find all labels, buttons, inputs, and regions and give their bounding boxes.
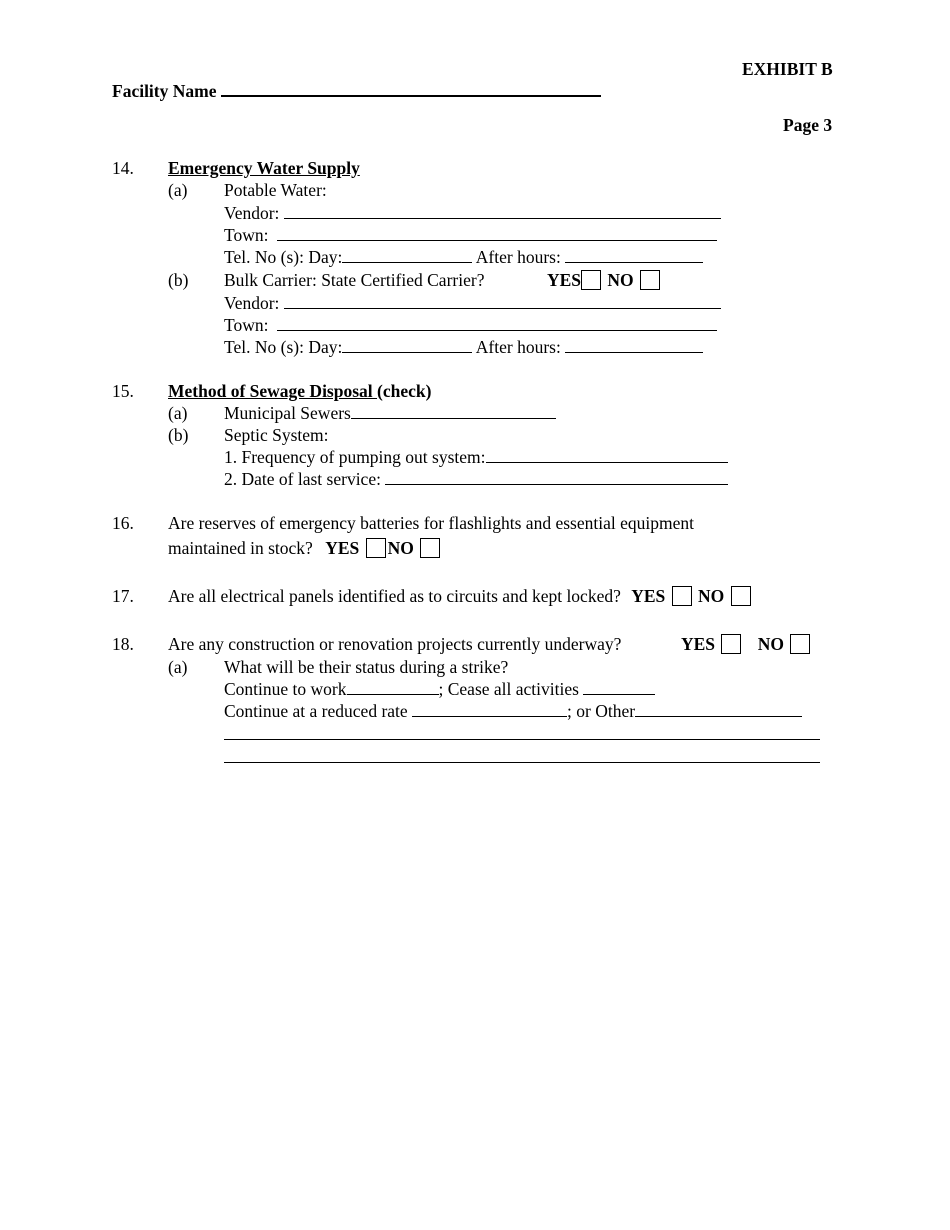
q16-number: 16.: [112, 513, 134, 533]
facility-name-field[interactable]: [221, 80, 601, 97]
q16-yes-label: YES: [325, 538, 360, 558]
q14a-after-hours-label: After hours:: [475, 247, 561, 267]
q14b-town-field[interactable]: [277, 315, 717, 331]
q17-row: [168, 586, 753, 606]
q14a-town-label: Town:: [224, 225, 269, 245]
q16-line2: maintained in stock?: [168, 538, 313, 558]
q15a-letter: (a): [168, 403, 188, 423]
q14b-no-checkbox[interactable]: [640, 270, 660, 290]
q16-no-label: NO: [387, 538, 414, 558]
q15b-item1-field[interactable]: [486, 447, 728, 463]
q18-yes-label: YES: [681, 634, 716, 654]
q14a-town-field[interactable]: [277, 225, 717, 241]
q15b-item1-label: 1. Frequency of pumping out system:: [224, 447, 486, 467]
q14b-tel-day-field[interactable]: [342, 337, 472, 353]
q18a-other-field[interactable]: [635, 701, 802, 717]
q15b-item1-row: [224, 447, 728, 467]
q16-no-checkbox[interactable]: [420, 538, 440, 558]
q14a-letter: (a): [168, 180, 188, 200]
q16-yes-checkbox[interactable]: [366, 538, 386, 558]
facility-name-row: [112, 80, 601, 101]
q17-yes-checkbox[interactable]: [672, 586, 692, 606]
page-number: Page 3: [783, 115, 833, 135]
q14b-town-label: Town:: [224, 315, 269, 335]
q18a-label: What will be their status during a strike?: [224, 657, 509, 677]
q18-text: Are any construction or renovation projects currently underway?: [168, 634, 622, 654]
q14a-after-hours-field[interactable]: [565, 247, 703, 263]
q14b-yes-label: YES: [547, 270, 582, 290]
q17-number: 17.: [112, 586, 134, 606]
q18a-cease-label: ; Cease all activities: [438, 679, 579, 699]
q15-number: 15.: [112, 381, 134, 401]
q14b-town-row: [224, 315, 717, 335]
q14a-tel-day-field[interactable]: [342, 247, 472, 263]
q15a-field[interactable]: [351, 403, 556, 419]
q15-check-label: (check): [377, 381, 432, 401]
q14a-label: Potable Water:: [224, 180, 327, 200]
q18-no-label: NO: [757, 634, 785, 654]
exhibit-label: EXHIBIT B: [742, 59, 833, 79]
q17-no-checkbox[interactable]: [731, 586, 751, 606]
q15b-label: Septic System:: [224, 425, 329, 445]
q15b-item2-field[interactable]: [385, 469, 728, 485]
q18-no-checkbox[interactable]: [790, 634, 810, 654]
q18a-reduced-label: Continue at a reduced rate: [224, 701, 408, 721]
q15-title-row: [168, 381, 431, 401]
q14b-vendor-field[interactable]: [284, 293, 721, 309]
q14b-vendor-label: Vendor:: [224, 293, 280, 313]
q14-title: Emergency Water Supply: [168, 158, 360, 178]
q18a-reduced-field[interactable]: [412, 701, 567, 717]
q14b-tel-row: [224, 337, 703, 357]
q14b-no-label: NO: [607, 270, 634, 290]
q15b-item2-label: 2. Date of last service:: [224, 469, 381, 489]
q18a-letter: (a): [168, 657, 188, 677]
q14b-after-hours-field[interactable]: [565, 337, 703, 353]
q18a-continue-field[interactable]: [347, 679, 439, 695]
q18a-extra-line-1[interactable]: [224, 739, 820, 740]
q18a-row1: [224, 679, 655, 699]
facility-name-label: Facility Name: [112, 81, 217, 101]
q15a-label: Municipal Sewers: [224, 403, 351, 423]
q14a-town-row: [224, 225, 717, 245]
q14a-vendor-field[interactable]: [284, 203, 721, 219]
q14b-after-hours-label: After hours:: [475, 337, 561, 357]
q14b-yes-no: [547, 270, 662, 290]
q17-yes-label: YES: [631, 586, 666, 606]
q17-text: Are all electrical panels identified as to circuits and kept locked?: [168, 586, 621, 606]
q18-yes-no: [681, 634, 812, 654]
q16-line1: Are reserves of emergency batteries for flashlights and essential equipment: [168, 513, 694, 533]
q14b-vendor-row: [224, 293, 721, 313]
q14a-tel-row: [224, 247, 703, 267]
q18a-cease-field[interactable]: [583, 679, 655, 695]
q15b-item2-row: [224, 469, 728, 489]
q18-number: 18.: [112, 634, 134, 654]
q15b-letter: (b): [168, 425, 189, 445]
q18a-row2: [224, 701, 802, 721]
q14b-tel-day-label: Tel. No (s): Day:: [224, 337, 343, 357]
q15a-row: [224, 403, 556, 423]
q18a-continue-label: Continue to work: [224, 679, 347, 699]
q16-line2-row: [168, 538, 442, 558]
q14a-tel-day-label: Tel. No (s): Day:: [224, 247, 343, 267]
q14b-yes-checkbox[interactable]: [581, 270, 601, 290]
q18a-extra-line-2[interactable]: [224, 762, 820, 763]
q14b-letter: (b): [168, 270, 189, 290]
q18a-other-label: ; or Other: [567, 701, 636, 721]
q14a-vendor-label: Vendor:: [224, 203, 280, 223]
q15-title: Method of Sewage Disposal: [168, 381, 378, 401]
q14a-vendor-row: [224, 203, 721, 223]
q18-yes-checkbox[interactable]: [721, 634, 741, 654]
q14-number: 14.: [112, 158, 134, 178]
q14b-label: Bulk Carrier: State Certified Carrier?: [224, 270, 485, 290]
q17-no-label: NO: [698, 586, 725, 606]
